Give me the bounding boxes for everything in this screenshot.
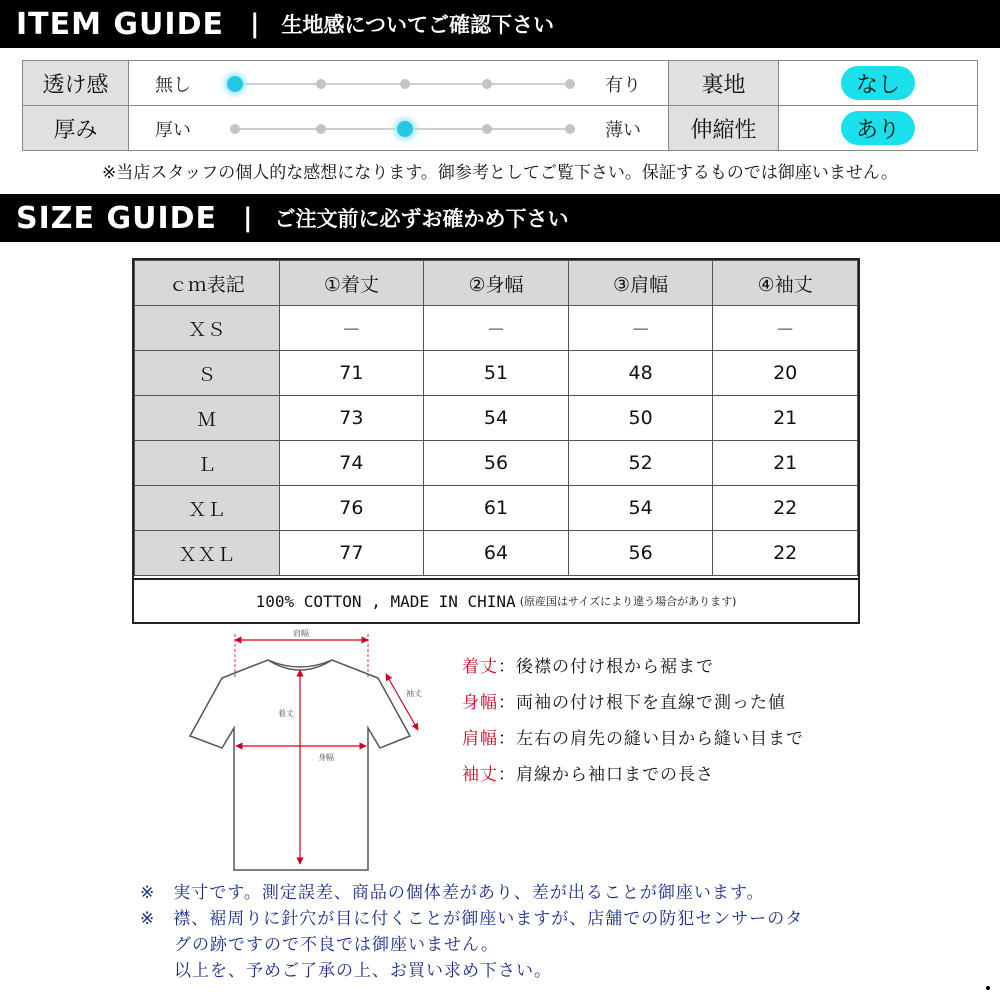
header-length: ①着丈	[279, 261, 424, 306]
sleeve-label: 袖丈	[406, 689, 422, 698]
size-guide-banner	[0, 194, 1000, 242]
item-guide-title: ITEM GUIDE	[16, 6, 224, 42]
material-row	[134, 578, 858, 622]
size-label: Ｓ	[135, 351, 280, 396]
legend-desc: ：左右の肩先の縫い目から縫い目まで	[498, 728, 804, 749]
size-value: 52	[568, 441, 713, 486]
size-value: 71	[279, 351, 424, 396]
transparency-dot-1	[227, 76, 243, 92]
legend-item	[462, 718, 804, 754]
tshirt-measurement-diagram	[180, 626, 430, 876]
thickness-left-label: 厚い	[155, 120, 191, 141]
remark-line: ※ 実寸です。測定誤差、商品の個体差があり、差が出ることが御座います。	[140, 883, 765, 903]
legend-item	[462, 754, 804, 790]
stretch-value-badge: あり	[841, 111, 915, 145]
stretch-value-cell	[778, 105, 978, 151]
legend-term: 着丈	[462, 656, 498, 677]
transparency-dot-3	[400, 79, 410, 89]
size-value: 21	[713, 441, 858, 486]
legend-desc: ：両袖の付け根下を直線で測った値	[498, 692, 786, 713]
legend-term: 身幅	[462, 692, 498, 713]
table-row	[135, 396, 858, 441]
shoulder-label: 肩幅	[293, 629, 309, 638]
size-table	[132, 258, 860, 624]
size-value: －	[568, 306, 713, 351]
size-value: 54	[568, 486, 713, 531]
size-value: 20	[713, 351, 858, 396]
size-label: ＸＸＬ	[135, 531, 280, 576]
thickness-dot-3	[397, 121, 413, 137]
size-value: 61	[424, 486, 569, 531]
size-value: 74	[279, 441, 424, 486]
item-guide-table	[22, 60, 978, 154]
size-value: 22	[713, 486, 858, 531]
size-value: －	[424, 306, 569, 351]
size-guide-subtitle: ご注文前に必ずお確かめ下さい	[274, 207, 569, 231]
material-note: (原産国はサイズにより違う場合があります)	[519, 595, 737, 608]
legend-term: 肩幅	[462, 728, 498, 749]
legend-desc: ：後襟の付け根から裾まで	[498, 656, 714, 677]
transparency-dot-2	[316, 79, 326, 89]
size-value: 64	[424, 531, 569, 576]
lining-value-cell	[778, 60, 978, 106]
thickness-dot-1	[230, 124, 240, 134]
lining-value-badge: なし	[841, 66, 915, 100]
size-value: 50	[568, 396, 713, 441]
legend-term: 袖丈	[462, 764, 498, 785]
transparency-dot-4	[482, 79, 492, 89]
thickness-right-label: 薄い	[605, 120, 641, 141]
transparency-scale	[128, 60, 669, 106]
size-label: Ｌ	[135, 441, 280, 486]
remarks	[140, 880, 803, 984]
material-text: 100% COTTON , MADE IN CHINA	[255, 591, 516, 611]
item-guide-notice: ※当店スタッフの個人的な感想になります。御参考としてご覧下さい。保証するものでは御座いません。	[102, 163, 898, 183]
stretch-label: 伸縮性	[668, 105, 779, 151]
item-guide-subtitle: 生地感についてご確認下さい	[281, 13, 555, 37]
table-row	[135, 441, 858, 486]
item-guide-separator: |	[249, 9, 260, 39]
transparency-dot-5	[565, 79, 575, 89]
size-guide-separator: |	[243, 203, 253, 233]
thickness-scale	[128, 105, 669, 151]
legend-item	[462, 646, 804, 682]
item-guide-banner	[0, 0, 1000, 48]
remark-line: グの跡ですので不良では御座いません。	[174, 935, 500, 955]
size-value: 56	[424, 441, 569, 486]
lining-label: 裏地	[668, 60, 779, 106]
size-value: 54	[424, 396, 569, 441]
size-guide-title: SIZE GUIDE	[16, 200, 218, 236]
transparency-right-label: 有り	[605, 75, 641, 96]
size-value: －	[279, 306, 424, 351]
thickness-dot-2	[316, 124, 326, 134]
size-label: ＸＬ	[135, 486, 280, 531]
size-value: －	[713, 306, 858, 351]
table-row	[135, 306, 858, 351]
size-grid	[134, 260, 858, 576]
thickness-row	[22, 106, 978, 152]
size-value: 73	[279, 396, 424, 441]
legend-desc: ：肩線から袖口までの長さ	[498, 764, 714, 785]
table-row	[135, 486, 858, 531]
thickness-dot-5	[565, 124, 575, 134]
size-label: Ｍ	[135, 396, 280, 441]
legend-item	[462, 682, 804, 718]
transparency-row	[22, 60, 978, 106]
thickness-dot-4	[482, 124, 492, 134]
size-value: 77	[279, 531, 424, 576]
table-row	[135, 351, 858, 396]
size-label: ＸＳ	[135, 306, 280, 351]
measurement-legend	[462, 646, 804, 790]
size-value: 48	[568, 351, 713, 396]
transparency-left-label: 無し	[155, 75, 191, 96]
size-value: 22	[713, 531, 858, 576]
transparency-label: 透け感	[22, 60, 129, 106]
size-value: 51	[424, 351, 569, 396]
size-header-row	[135, 261, 858, 306]
header-shoulder: ③肩幅	[568, 261, 713, 306]
thickness-label: 厚み	[22, 105, 129, 151]
remark-line: ※ 襟、裾周りに針穴が目に付くことが御座いますが、店舗での防犯センサーのタ	[140, 909, 804, 929]
corner-dot	[986, 986, 990, 990]
size-value: 21	[713, 396, 858, 441]
size-value: 56	[568, 531, 713, 576]
size-value: 76	[279, 486, 424, 531]
header-chest: ②身幅	[424, 261, 569, 306]
header-sleeve: ④袖丈	[713, 261, 858, 306]
remark-line: 以上を、予めご了承の上、お買い求め下さい。	[174, 961, 552, 981]
table-row	[135, 531, 858, 576]
header-unit: ｃｍ表記	[135, 261, 280, 306]
length-label: 着丈	[278, 709, 294, 718]
chest-label: 身幅	[318, 753, 334, 762]
